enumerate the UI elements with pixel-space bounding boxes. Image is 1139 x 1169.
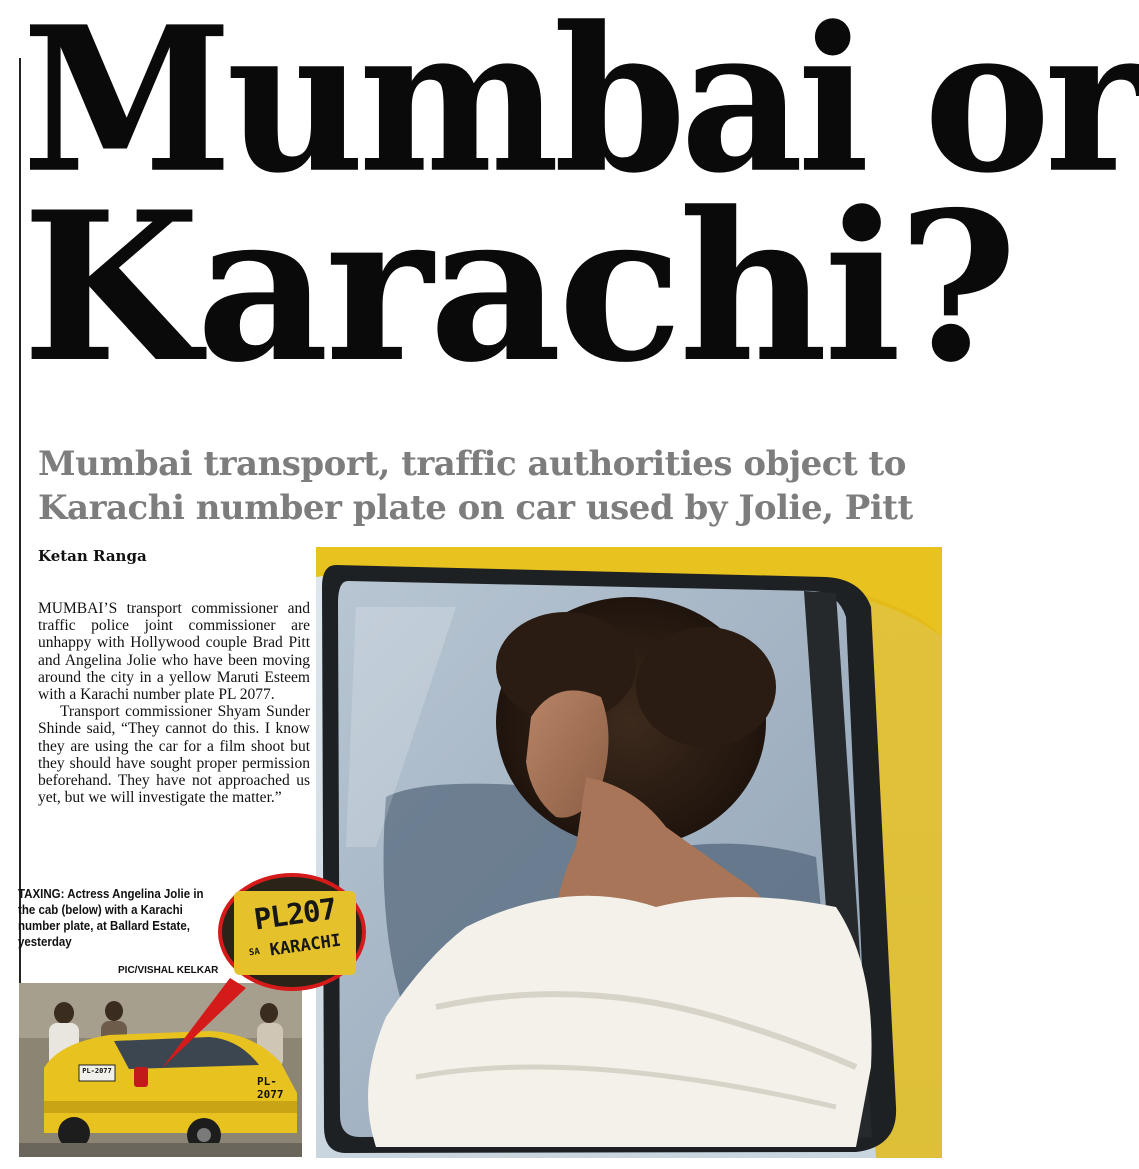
subheadline — [38, 442, 958, 530]
headline-line-2: Karachi? — [22, 167, 1014, 408]
photo-credit: PIC/VISHAL KELKAR — [118, 965, 219, 976]
number-plate-zoom — [218, 873, 366, 991]
plate-city-name: KARACHI — [268, 930, 343, 961]
inset-rear-plate-text: PL-2077 — [82, 1067, 112, 1075]
subheadline-line-1: Mumbai transport, traffic authorities object to — [38, 444, 906, 484]
inset-taxi-illustration — [19, 983, 302, 1157]
headline-line-1: Mumbai or — [22, 0, 1139, 218]
main-photo — [316, 547, 942, 1158]
photo-caption — [18, 886, 211, 950]
article-body — [38, 600, 310, 806]
inset-side-plate-text: PL-2077 — [257, 1075, 284, 1101]
article-paragraph: Transport commissioner Shyam Sunder Shinde said, “They cannot do this. I know they are using the car for a film shoot but they should have sought proper permission beforehand. They have not approached us yet, but we will investigate the matter.” — [38, 703, 310, 807]
subheadline-line-2: Karachi number plate on car used by Jolie, Pitt — [38, 488, 913, 529]
inset-taxi-photo — [19, 983, 302, 1157]
article-paragraph: MUMBAI’S transport commissioner and traffic police joint commissioner are unhappy with Hollywood couple Brad Pitt and Angelina Jolie who have been moving around the city in a yellow Maruti Esteem with a Karachi number plate PL 2077. — [38, 600, 310, 704]
headline — [22, 0, 1139, 408]
plate-number: PL207 — [251, 891, 339, 937]
main-photo-illustration — [316, 547, 942, 1158]
karachi-number-plate — [234, 891, 356, 975]
plate-prefix: SA — [248, 946, 261, 959]
caption-kicker: TAXING: — [18, 887, 65, 901]
caption-text: Actress Angelina Jolie in the cab (below) with a Karachi number plate, at Ballard Estate, yesterday — [18, 887, 204, 949]
byline: Ketan Ranga — [38, 547, 147, 565]
